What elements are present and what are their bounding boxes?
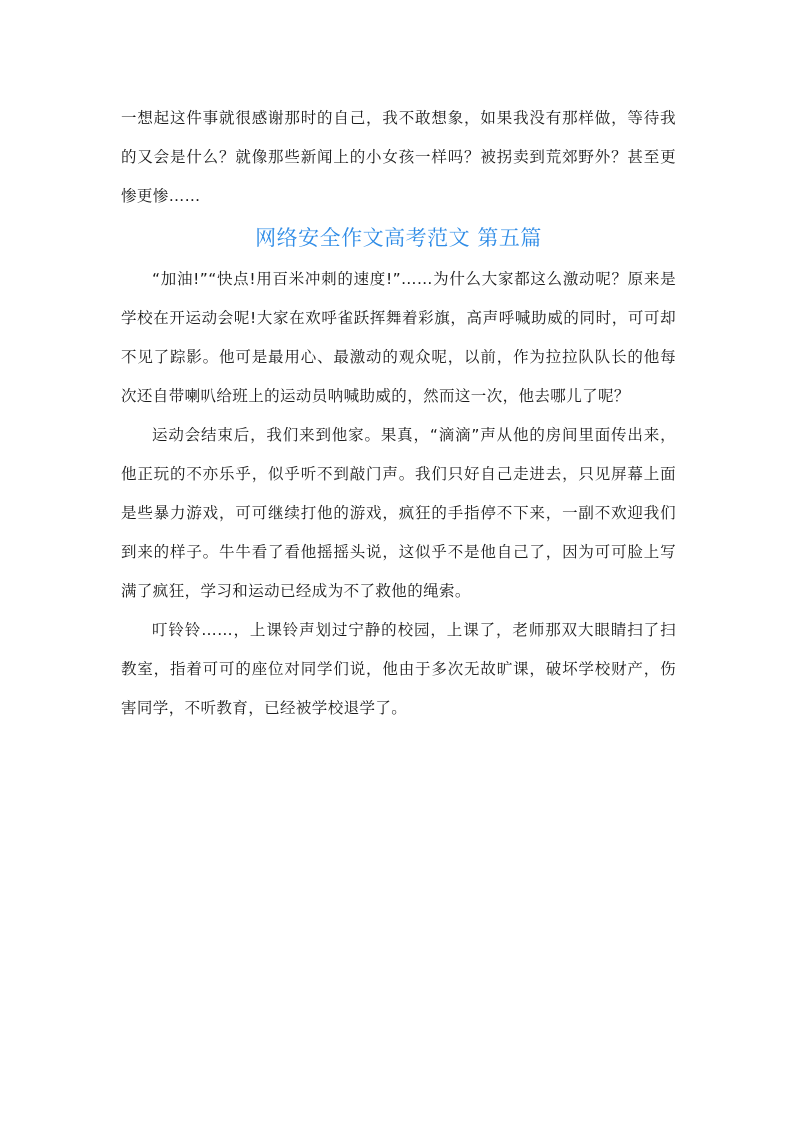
document-body (121, 99, 676, 728)
paragraph-1: “加油!”“快点!用百米冲刺的速度!”……为什么大家都这么激动呢？原来是学校在开运动会呢!大家在欢呼雀跃挥舞着彩旗，高声呼喊助威的同时，可可却不见了踪影。他可是最用心、最激动的观众呢，以前，作为拉拉队队长的他每次还自带喇叭给班上的运动员呐喊助威的，然而这一次，他去哪儿了呢？ (121, 270, 676, 405)
paragraph-continued: 一想起这件事就很感谢那时的自己，我不敢想象，如果我没有那样做，等待我的又会是什么？就像那些新闻上的小女孩一样吗？被拐卖到荒郊野外？甚至更惨更惨…… (121, 109, 676, 205)
paragraph-3: 叮铃铃……，上课铃声划过宁静的校园，上课了，老师那双大眼睛扫了扫教室，指着可可的座位对同学们说，他由于多次无故旷课，破坏学校财产，伤害同学，不听教育，已经被学校退学了。 (121, 621, 676, 717)
section-heading: 网络安全作文高考范文 第五篇 (255, 226, 542, 250)
paragraph-2: 运动会结束后，我们来到他家。果真，“滴滴”声从他的房间里面传出来，他正玩的不亦乐乎，似乎听不到敲门声。我们只好自己走进去，只见屏幕上面是些暴力游戏，可可继续打他的游戏，疯狂的手指停不下来，一副不欢迎我们到来的样子。牛牛看了看他摇摇头说，这似乎不是他自己了，因为可可脸上写满了疯狂，学习和运动已经成为不了救他的绳索。 (121, 426, 676, 600)
